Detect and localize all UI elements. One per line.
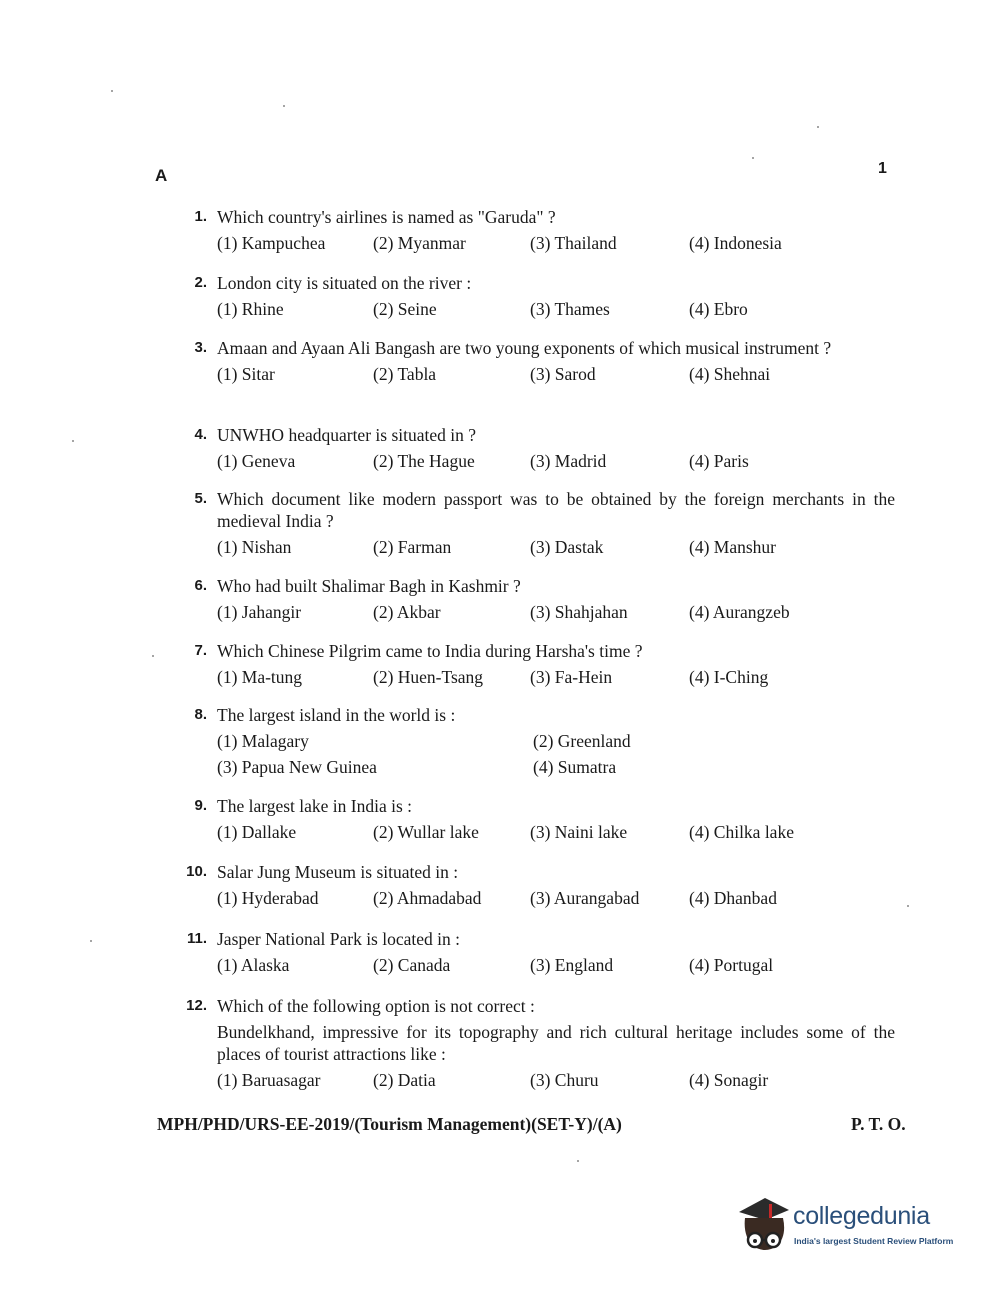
option-4: (4) Dhanbad	[689, 888, 777, 908]
question-number: 4.	[194, 426, 207, 443]
options	[217, 1069, 895, 1095]
option-4: (4) Manshur	[689, 537, 776, 557]
question-1	[175, 206, 895, 258]
page-number: 1	[878, 160, 887, 177]
option-4: (4) Sonagir	[689, 1070, 769, 1090]
option-1: (1) Jahangir	[217, 602, 302, 622]
option-4: (4) Shehnai	[689, 364, 771, 384]
option-1: (1) Malagary	[217, 731, 309, 751]
option-1: (1) Nishan	[217, 537, 292, 557]
options	[217, 730, 895, 782]
option-1: (1) Geneva	[217, 451, 296, 471]
option-3: (3) Shahjahan	[530, 602, 628, 622]
option-3: (3) Sarod	[530, 364, 596, 384]
question-11	[175, 928, 895, 980]
question-text: Which Chinese Pilgrim came to India during Harsha's time ?	[217, 641, 643, 661]
question-3	[175, 337, 895, 389]
option-1: (1) Hyderabad	[217, 888, 319, 908]
option-3: (3) Churu	[530, 1070, 599, 1090]
question-text: Jasper National Park is located in :	[217, 929, 460, 949]
question-10	[175, 861, 895, 913]
option-4: (4) Portugal	[689, 955, 774, 975]
option-2: (2) Seine	[373, 299, 437, 319]
question-6	[175, 575, 895, 627]
option-2: (2) Tabla	[373, 364, 437, 384]
pto-label: P. T. O.	[851, 1114, 906, 1134]
question-9	[175, 795, 895, 847]
question-2	[175, 272, 895, 324]
option-2: (2) Ahmadabad	[373, 888, 482, 908]
option-3: (3) Dastak	[530, 537, 604, 557]
option-4: (4) Paris	[689, 451, 749, 471]
option-2: (2) Farman	[373, 537, 452, 557]
question-text: Which of the following option is not correct :	[217, 996, 535, 1016]
question-text: The largest island in the world is :	[217, 705, 456, 725]
question-number: 9.	[194, 797, 207, 814]
option-3: (3) England	[530, 955, 614, 975]
options	[217, 298, 895, 324]
question-number: 2.	[194, 274, 207, 291]
question-number: 11.	[186, 930, 207, 947]
mascot-icon	[735, 1196, 793, 1258]
option-4: (4) I-Ching	[689, 667, 769, 687]
option-2: (2) Greenland	[533, 731, 631, 751]
option-1: (1) Alaska	[217, 955, 290, 975]
option-1: (1) Baruasagar	[217, 1070, 321, 1090]
question-text: Amaan and Ayaan Ali Bangash are two young exponents of which musical instrument ?	[217, 338, 832, 358]
scan-speck	[72, 440, 74, 442]
option-4: (4) Ebro	[689, 299, 748, 319]
collegedunia-logo	[735, 1196, 965, 1258]
option-4: (4) Aurangzeb	[689, 602, 790, 622]
option-4: (4) Sumatra	[533, 757, 617, 777]
option-1: (1) Ma-tung	[217, 667, 303, 687]
option-4: (4) Indonesia	[689, 233, 782, 253]
question-12	[175, 995, 895, 1095]
question-text: The largest lake in India is :	[217, 796, 413, 816]
options	[217, 821, 895, 847]
options	[217, 363, 895, 389]
options	[217, 887, 895, 913]
option-1: (1) Sitar	[217, 364, 275, 384]
question-number: 10.	[186, 863, 207, 880]
paper-code: MPH/PHD/URS-EE-2019/(Tourism Management)(SET-Y)/(A)	[157, 1114, 622, 1134]
scan-speck	[907, 905, 909, 907]
logo-tagline: India's largest Student Review Platform	[794, 1236, 954, 1246]
scan-speck	[283, 105, 285, 107]
question-7	[175, 640, 895, 692]
option-2: (2) Myanmar	[373, 233, 466, 253]
scan-speck	[111, 90, 113, 92]
option-3: (3) Papua New Guinea	[217, 757, 377, 777]
question-text: London city is situated on the river :	[217, 273, 472, 293]
option-2: (2) Huen-Tsang	[373, 667, 484, 687]
option-2: (2) Datia	[373, 1070, 436, 1090]
question-number: 1.	[194, 208, 207, 225]
options	[217, 232, 895, 258]
option-2: (2) The Hague	[373, 451, 475, 471]
question-number: 8.	[194, 706, 207, 723]
question-text: Which document like modern passport was to be obtained by the foreign merchants in the medieval India ?	[217, 489, 895, 531]
option-3: (3) Naini lake	[530, 822, 628, 842]
option-3: (3) Thames	[530, 299, 610, 319]
question-5	[175, 488, 895, 562]
options	[217, 601, 895, 627]
logo-wordmark: collegedunia	[793, 1202, 930, 1230]
option-3: (3) Madrid	[530, 451, 607, 471]
option-2: (2) Akbar	[373, 602, 441, 622]
question-8	[175, 704, 895, 782]
question-number: 5.	[194, 490, 207, 507]
question-4	[175, 424, 895, 476]
question-subtext: Bundelkhand, impressive for its topography and rich cultural heritage includes some of the places of tourist attractions like :	[217, 1022, 895, 1064]
options	[217, 954, 895, 980]
option-2: (2) Wullar lake	[373, 822, 479, 842]
question-text: Who had built Shalimar Bagh in Kashmir ?	[217, 576, 521, 596]
question-number: 7.	[194, 642, 207, 659]
options	[217, 536, 895, 562]
question-text: Salar Jung Museum is situated in :	[217, 862, 459, 882]
option-4: (4) Chilka lake	[689, 822, 794, 842]
question-text: Which country's airlines is named as "Garuda" ?	[217, 207, 556, 227]
option-1: (1) Dallake	[217, 822, 297, 842]
scan-speck	[817, 126, 819, 128]
question-number: 6.	[194, 577, 207, 594]
set-label: A	[155, 166, 168, 185]
question-number: 3.	[194, 339, 207, 356]
scan-speck	[752, 157, 754, 159]
option-3: (3) Thailand	[530, 233, 617, 253]
options	[217, 450, 895, 476]
option-1: (1) Rhine	[217, 299, 284, 319]
option-2: (2) Canada	[373, 955, 451, 975]
option-3: (3) Fa-Hein	[530, 667, 613, 687]
question-number: 12.	[186, 997, 207, 1014]
option-3: (3) Aurangabad	[530, 888, 640, 908]
scan-speck	[577, 1160, 579, 1162]
options	[217, 666, 895, 692]
scan-speck	[90, 940, 92, 942]
question-text: UNWHO headquarter is situated in ?	[217, 425, 477, 445]
option-1: (1) Kampuchea	[217, 233, 326, 253]
scan-speck	[152, 655, 154, 657]
